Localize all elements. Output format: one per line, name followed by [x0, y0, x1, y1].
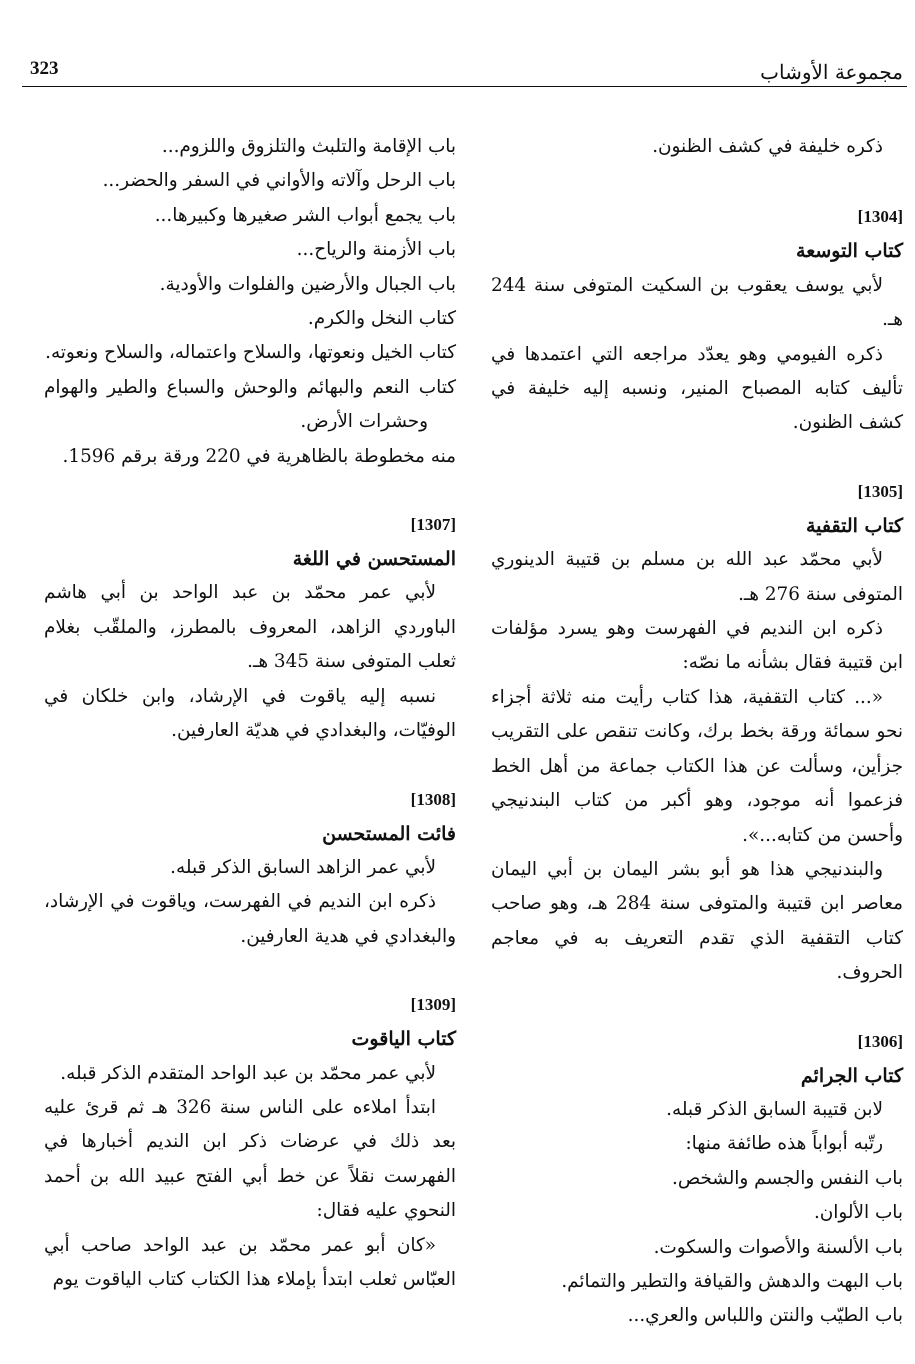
entry-1309-author: لأبي عمر محمّد بن عبد الواحد المتقدم الذكر قبله. [60, 1062, 436, 1084]
entry-title-1306: كتاب الجرائم [800, 1064, 903, 1087]
entry-number-1308: [1308] [410, 789, 456, 809]
entry-1305-note-2: والبندنيجي هذا هو أبو بشر اليمان بن أبي اليمان معاصر ابن قتيبة والمتوفى سنة 284 هـ، وهو صاحب كتاب التقفية الذي تقدم التعريف به في معاجم الحروف. [491, 858, 904, 984]
right-column [491, 130, 903, 1334]
entry-1304-author: لأبي يوسف يعقوب بن السكيت المتوفى سنة 244 هـ. [491, 274, 903, 331]
entry-1308-author: لأبي عمر الزاهد السابق الذكر قبله. [170, 856, 436, 878]
entry-number-1306: [1306] [857, 1031, 903, 1051]
chapter-item: باب النفس والجسم والشخص. [672, 1167, 903, 1189]
entry-1305-author: لأبي محمّد عبد الله بن مسلم بن قتيبة الدينوري المتوفى سنة 276 هـ. [491, 549, 903, 605]
chapter-item: كتاب النعم والبهائم والوحش والسباع والطير والهوام وحشرات الأرض. [44, 376, 456, 433]
chapter-item: باب الإقامة والتلبث والتلزوق واللزوم... [161, 136, 456, 157]
entry-1307-note: نسبه إليه ياقوت في الإرشاد، وابن خلكان في الوفيّات، والبغدادي في هديّة العارفين. [44, 685, 456, 742]
entry-number-1309: [1309] [410, 995, 456, 1015]
entry-1307-author: لأبي عمر محمّد بن عبد الواحد بن أبي هاشم الباوردي الزاهد، المعروف بالمطرز، والملقّب بغلام ثعلب المتوفى سنة 345 هـ. [44, 582, 456, 673]
entry-title-1309: كتاب الياقوت [351, 1028, 456, 1051]
entry-title-1304: كتاب التوسعة [796, 240, 903, 263]
running-title: مجموعة الأوشاب [760, 60, 903, 84]
chapter-item: باب الألوان. [813, 1202, 903, 1224]
entry-1306-author: لابن قتيبة السابق الذكر قبله. [666, 1098, 883, 1120]
entry-1305-quote: «... كتاب التقفية، هذا كتاب رأيت منه ثلاثة أجزاء نحو سمائة ورقة بخط برك، وكانت تنقص على التقريب جزأين، وسألت عن هذا الكتاب جماعة من أهل الخط فزعموا أنه موجود، وهو أكبر من كتاب البندنيجي وأحسن من كتابه...». [491, 686, 903, 846]
entry-1304-note: ذكره الفيومي وهو يعدّد مراجعه التي اعتمدها في تأليف كتابه المصباح المنير، ونسبه إليه خليفة في كشف الظنون. [491, 343, 903, 434]
entry-1305-note: ذكره ابن النديم في الفهرست وهو يسرد مؤلفات ابن قتيبة فقال بشأنه ما نصّه: [491, 618, 903, 674]
chapter-item: كتاب النخل والكرم. [307, 308, 456, 330]
page-number: 323 [30, 58, 59, 79]
chapter-item: كتاب الخيل ونعوتها، والسلاح واعتماله، والسلاح ونعوته. [45, 342, 456, 364]
entry-title-1308: فائت المستحسن [322, 822, 456, 845]
entry-number-1305: [1305] [857, 481, 903, 501]
left-column [44, 130, 456, 1297]
chapter-item: باب الأزمنة والرياح... [296, 239, 456, 261]
entry-title-1307: المستحسن في اللغة [292, 548, 456, 571]
entry-1308-note: ذكره ابن النديم في الفهرست، وياقوت في الإرشاد، والبغدادي في هدية العارفين. [44, 891, 456, 947]
entry-number-1307: [1307] [410, 515, 456, 535]
entry-title-1305: كتاب التقفية [805, 514, 903, 537]
entry-1309-note: ابتدأ املاءه على الناس سنة 326 هـ ثم قرئ عليه بعد ذلك في عرضات ذكر ابن النديم أخبارها في الفهرست نقلاً عن خط أبي الفتح عبيد الله بن أحمد النحوي عليه فقال: [44, 1096, 456, 1222]
chapter-item: باب الرحل وآلاته والأواني في السفر والحضر... [102, 170, 456, 192]
intro-line: ذكره خليفة في كشف الظنون. [652, 136, 883, 157]
chapter-item: باب البهت والدهش والقيافة والتطير والتمائم. [561, 1270, 903, 1292]
chapter-item: باب الألسنة والأصوات والسكوت. [653, 1236, 903, 1258]
entry-1306-note: رتّبه أبواباً هذه طائفة منها: [685, 1133, 883, 1155]
chapter-item: باب الجبال والأرضين والفلوات والأودية. [159, 273, 456, 295]
chapter-item: باب يجمع أبواب الشر صغيرها وكبيرها... [154, 204, 456, 226]
entry-number-1304: [1304] [857, 207, 903, 227]
entry-1309-quote: «كان أبو عمر محمّد بن عبد الواحد صاحب أبي العبّاس ثعلب ابتدأ بإملاء هذا الكتاب كتاب الياقوت يوم [44, 1234, 456, 1290]
chapter-item: باب الطيّب والنتن واللباس والعري... [627, 1305, 903, 1327]
manuscript-note: منه مخطوطة بالظاهرية في 220 ورقة برقم 1596. [62, 445, 456, 467]
page-header [0, 0, 915, 90]
header-rule [22, 86, 907, 87]
